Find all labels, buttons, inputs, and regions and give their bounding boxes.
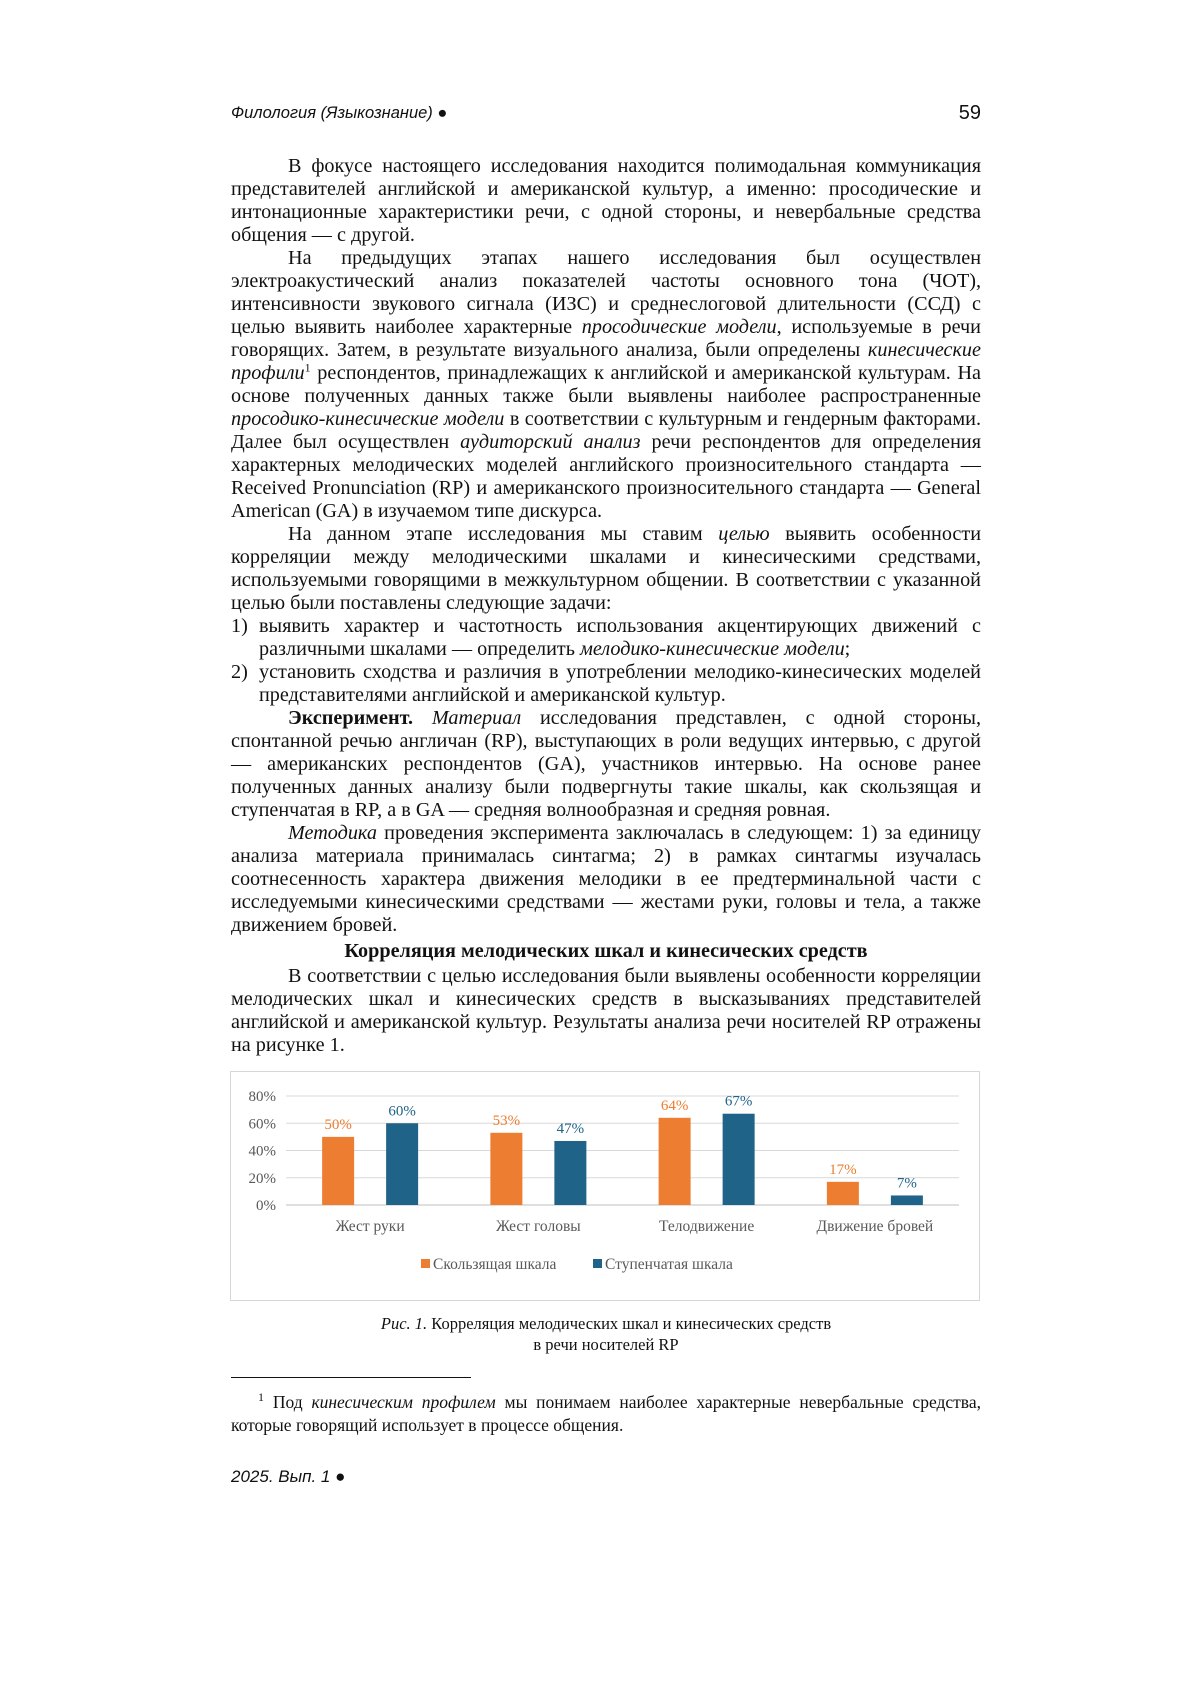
- x-tick-label: Жест руки: [335, 1218, 405, 1235]
- list-item: 2) установить сходства и различия в употреблении мелодико-кинесических моделей представителями английской и американской культур.: [231, 661, 981, 706]
- legend-label: Ступенчатая шкала: [605, 1256, 733, 1273]
- bar: [322, 1137, 354, 1205]
- legend-swatch: [421, 1259, 430, 1268]
- data-label: 17%: [829, 1161, 857, 1178]
- data-label: 64%: [660, 1097, 689, 1114]
- x-tick-label: Жест головы: [496, 1218, 581, 1235]
- data-label: 67%: [724, 1093, 753, 1110]
- bar-chart: [230, 1071, 980, 1301]
- y-tick-label: 40%: [248, 1143, 276, 1160]
- page-number: 59: [958, 102, 981, 124]
- bar: [554, 1141, 586, 1205]
- paragraph-method: Методика проведения эксперимента заключалась в следующем: 1) за единицу анализа материала принималась синтагма; 2) в рамках синтагмы изучалась соотнесенность характера движения мелодики в ее предтерминальной части с исследуемыми кинесическими средствами — жестами руки, головы и тела, а также движением бровей.: [231, 822, 981, 936]
- paragraph-intro: В фокусе настоящего исследования находится полимодальная коммуникация представителей английской и американской культур, а именно: просодические и интонационные характеристики речи, с одной стороны, и невербальные средства общения — с другой.: [231, 155, 981, 246]
- data-label: 50%: [324, 1116, 352, 1133]
- footnote-divider: [231, 1377, 471, 1378]
- data-label: 7%: [896, 1175, 917, 1192]
- paragraph-results: В соответствии с целью исследования были выявлены особенности корреляции мелодических шкал и кинесических средств в высказываниях представителей английской и американской культур. Результаты анализа речи носителей RP отражены на рисунке 1.: [231, 965, 981, 1056]
- paragraph-previous-stages: На предыдущих этапах нашего исследования был осуществлен электроакустический анализ показателей частоты основного тона (ЧОТ), интенсивности звукового сигнала (ИЗС) и среднеслоговой длительности (ССД) с целью выявить наиболее характерные просодические модели, используемые в речи говорящих. Затем, в результате визуального анализа, были определены кинесические профили$^1$ респондентов, принадлежащих к английской и американской культурам. На основе полученных данных также были выявлены наиболее распространенные просодико-кинесические модели в соответствии с культурным и гендерным факторами. Далее был осуществлен аудиторский анализ речи респондентов для определения характерных мелодических моделей английского произносительного стандарта — Received Pronunciation (RP) и американского произносительного стандарта — General American (GA) в изучаемом типе дискурса.: [231, 247, 982, 522]
- bar: [723, 1114, 755, 1205]
- x-tick-label: Телодвижение: [659, 1218, 755, 1235]
- bar: [490, 1133, 522, 1205]
- section-title: Корреляция мелодических шкал и кинесических средств: [344, 940, 868, 962]
- bar: [827, 1182, 859, 1205]
- data-label: 60%: [388, 1103, 416, 1120]
- figure-caption: Рис. 1. Корреляция мелодических шкал и кинесических средств в речи носителей RP: [380, 1314, 832, 1354]
- bar: [659, 1118, 691, 1205]
- y-tick-label: 80%: [248, 1089, 276, 1105]
- chart-canvas: [231, 1072, 979, 1300]
- data-label: 47%: [556, 1120, 585, 1137]
- main-text: [231, 155, 981, 1057]
- running-header: [231, 104, 981, 132]
- y-tick-label: 60%: [248, 1116, 276, 1133]
- footnote-mark: 1: [258, 1390, 264, 1405]
- paragraph-goal: На данном этапе исследования мы ставим целью выявить особенности корреляции между мелодическими шкалами и кинесическими средствами, используемыми говорящими в межкультурном общении. В соответствии с указанной целью были поставлены следующие задачи:: [231, 523, 982, 614]
- legend-swatch: [593, 1259, 602, 1268]
- y-tick-label: 20%: [248, 1170, 276, 1187]
- x-tick-label: Движение бровей: [816, 1218, 934, 1235]
- legend-label: Скользящая шкала: [433, 1256, 557, 1273]
- issue-footer: 2025. Вып. 1 ●: [231, 1467, 346, 1486]
- journal-title: Филология (Языкознание) ●: [231, 104, 448, 122]
- list-item: 1) выявить характер и частотность использования акцентирующих движений с различными шкалами — определить мелодико-кинесические модели;: [231, 615, 981, 660]
- data-label: 53%: [492, 1112, 521, 1129]
- footnote: $^1$ Под кинесическим профилем мы понимаем наиболее характерные невербальные средства, которые говорящий использует в процессе общения.: [231, 1390, 981, 1435]
- footnote-ref[interactable]: 1: [304, 360, 311, 375]
- task-list: [231, 615, 981, 707]
- paragraph-experiment: Эксперимент. Материал исследования представлен, с одной стороны, спонтанной речью англичан (RP), выступающих в роли ведущих интервью, с другой — американских респондентов (GA), участников интервью. На основе ранее полученных данных анализу были подвергнуты такие шкалы, как скользящая и ступенчатая в RP, а в GA — средняя волнообразная и средняя ровная.: [231, 707, 982, 821]
- y-tick-label: 0%: [256, 1198, 276, 1214]
- figure-label: Рис. 1.: [380, 1314, 428, 1333]
- bar: [891, 1195, 923, 1205]
- bar: [386, 1123, 418, 1205]
